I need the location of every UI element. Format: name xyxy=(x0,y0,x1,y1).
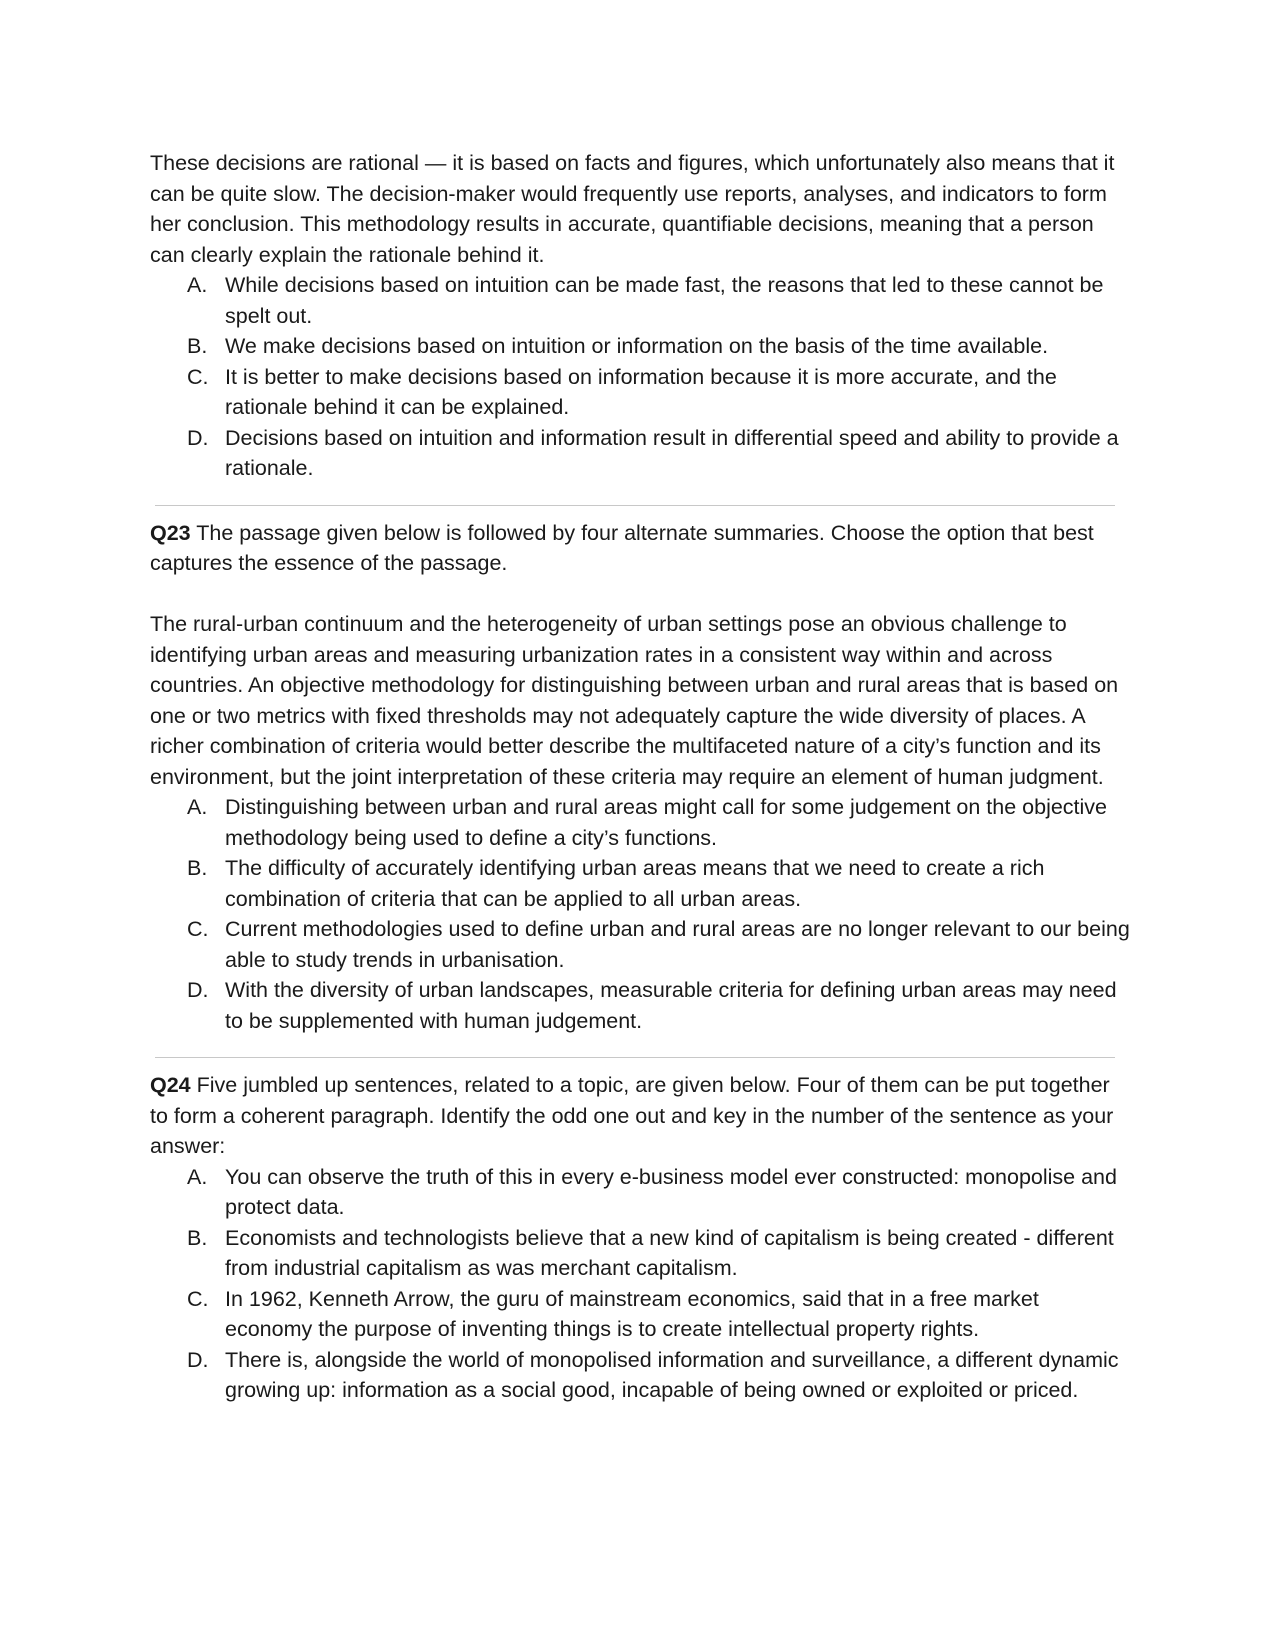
question-prompt xyxy=(150,518,1130,579)
question-number: Q23 xyxy=(150,520,191,545)
option-letter: B. xyxy=(187,1225,208,1250)
option-c[interactable] xyxy=(150,1284,1130,1345)
option-d[interactable] xyxy=(150,423,1130,484)
option-text: Economists and technologists believe that a new kind of capitalism is being created - different from industrial capitalism as was merchant capitalism. xyxy=(225,1225,1114,1280)
section-previous-question xyxy=(150,148,1130,484)
option-text: The difficulty of accurately identifying urban areas means that we need to create a rich combination of criteria that can be applied to all urban areas. xyxy=(225,856,1045,911)
option-text: You can observe the truth of this in every e-business model ever constructed: monopolise and protect data. xyxy=(225,1164,1117,1219)
option-letter: C. xyxy=(187,364,209,389)
question-instruction: The passage given below is followed by four alternate summaries. Choose the option that best captures the essence of the passage. xyxy=(150,520,1094,575)
option-text: It is better to make decisions based on information because it is more accurate, and the rationale behind it can be explained. xyxy=(225,364,1057,419)
option-text: In 1962, Kenneth Arrow, the guru of mainstream economics, said that in a free market economy the purpose of inventing things is to create intellectual property rights. xyxy=(225,1286,1039,1341)
section-divider xyxy=(155,1057,1115,1058)
passage-text: The rural-urban continuum and the heterogeneity of urban settings pose an obvious challenge to identifying urban areas and measuring urbanization rates in a consistent way within and across countries. An objective methodology for distinguishing between urban and rural areas that is based on one or two metrics with fixed thresholds may not adequately capture the wide diversity of places. A richer combination of criteria would better describe the multifaceted nature of a city’s function and its environment, but the joint interpretation of these criteria may require an element of human judgment. xyxy=(150,612,1119,789)
option-letter: C. xyxy=(187,917,209,941)
option-d[interactable] xyxy=(150,1345,1130,1406)
option-letter: A. xyxy=(187,273,208,297)
question-prompt xyxy=(150,1070,1130,1162)
option-text: We make decisions based on intuition or information on the basis of the time available. xyxy=(225,334,1049,358)
question-q23 xyxy=(150,518,1130,1037)
option-a[interactable] xyxy=(150,1162,1130,1223)
option-b[interactable] xyxy=(150,1223,1130,1284)
option-letter: B. xyxy=(187,856,208,880)
option-letter: D. xyxy=(187,425,209,450)
option-b[interactable] xyxy=(150,331,1130,362)
option-text: While decisions based on intuition can be made fast, the reasons that led to these cannot be spelt out. xyxy=(225,273,1104,328)
option-a[interactable] xyxy=(150,792,1130,853)
passage-text: These decisions are rational — it is based on facts and figures, which unfortunately also means that it can be quite slow. The decision-maker would frequently use reports, analyses, and indicators to form her conclusion. This methodology results in accurate, quantifiable decisions, meaning that a person can clearly explain the rationale behind it. xyxy=(150,151,1115,267)
option-b[interactable] xyxy=(150,853,1130,914)
option-d[interactable] xyxy=(150,975,1130,1036)
option-text: Current methodologies used to define urban and rural areas are no longer relevant to our being able to study trends in urbanisation. xyxy=(225,917,1130,972)
option-letter: D. xyxy=(187,1347,209,1372)
option-letter: A. xyxy=(187,795,208,819)
option-letter: A. xyxy=(187,1164,208,1189)
answer-options xyxy=(150,270,1130,484)
answer-options xyxy=(150,792,1130,1036)
answer-options xyxy=(150,1162,1130,1406)
option-c[interactable] xyxy=(150,914,1130,975)
question-q24 xyxy=(150,1070,1130,1406)
option-letter: D. xyxy=(187,978,209,1002)
option-text: Distinguishing between urban and rural areas might call for some judgement on the objective methodology being used to define a city’s functions. xyxy=(225,795,1108,850)
option-a[interactable] xyxy=(150,270,1130,331)
question-instruction: Five jumbled up sentences, related to a topic, are given below. Four of them can be put together to form a coherent paragraph. Identify the odd one out and key in the number of the sentence as your answer: xyxy=(150,1073,1114,1158)
option-letter: C. xyxy=(187,1286,209,1311)
option-c[interactable] xyxy=(150,362,1130,423)
blank-line xyxy=(150,579,1130,610)
option-text: Decisions based on intuition and information result in differential speed and ability to provide a rationale. xyxy=(225,425,1119,480)
question-number: Q24 xyxy=(150,1073,191,1097)
section-divider xyxy=(155,505,1115,506)
option-letter: B. xyxy=(187,334,208,358)
document-page xyxy=(150,148,1130,1406)
option-text: There is, alongside the world of monopolised information and surveillance, a different dynamic growing up: information as a social good, incapable of being owned or exploited or priced. xyxy=(225,1347,1119,1402)
option-text: With the diversity of urban landscapes, measurable criteria for defining urban areas may need to be supplemented with human judgement. xyxy=(225,978,1117,1033)
